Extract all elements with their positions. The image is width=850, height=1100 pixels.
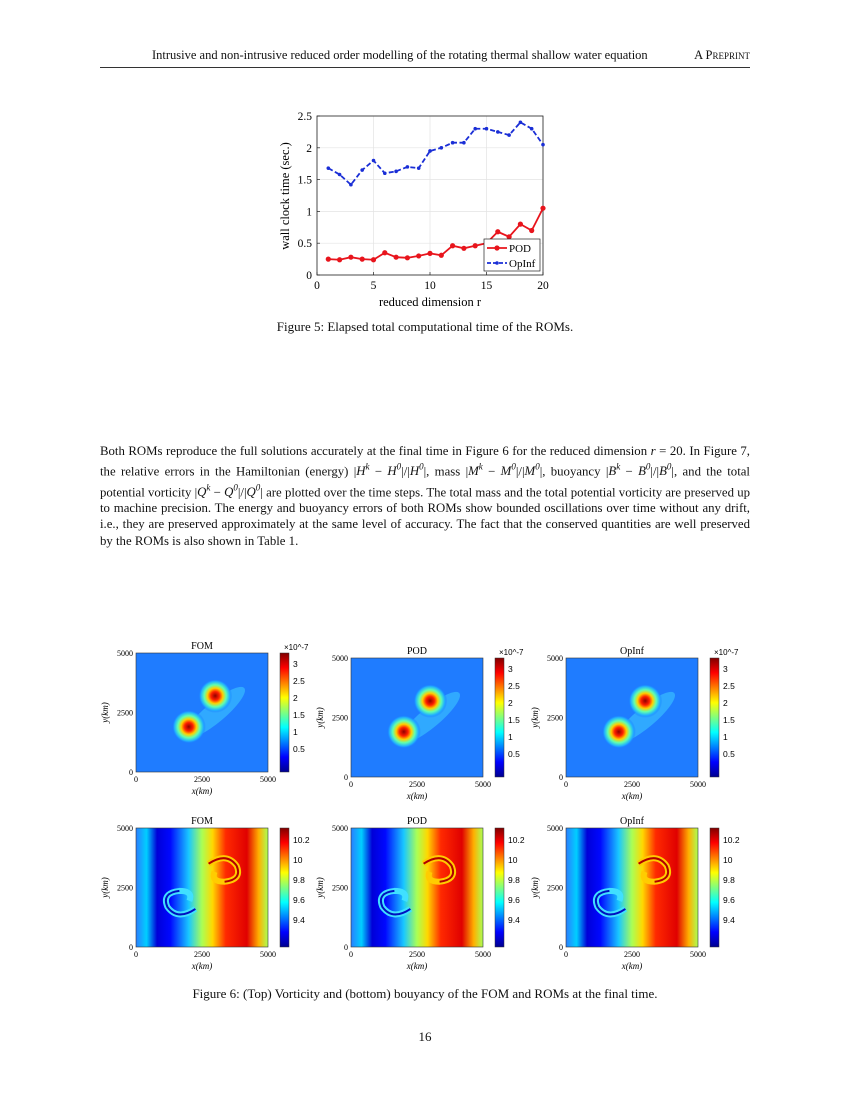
x-axis-label: x(km) — [406, 961, 428, 971]
x-tick-label: 2500 — [409, 950, 425, 959]
data-point-pod — [427, 251, 432, 256]
x-tick-label: 2500 — [194, 775, 210, 784]
colorbar-tick-label: 0.5 — [508, 749, 520, 759]
data-point-pod — [518, 222, 523, 227]
panel-title: POD — [406, 816, 428, 827]
data-point-pod — [348, 255, 353, 260]
x-axis-label: x(km) — [621, 791, 643, 801]
x-tick-label: 0 — [564, 780, 568, 789]
colorbar-tick-label: 0.5 — [723, 749, 735, 759]
header-rule — [100, 67, 750, 68]
data-point-pod — [540, 206, 545, 211]
x-tick-label: 20 — [537, 280, 549, 292]
colorbar — [710, 658, 719, 777]
vortex-upper — [198, 679, 232, 713]
x-tick-label: 15 — [480, 280, 493, 292]
data-point-pod — [371, 257, 376, 262]
colorbar-tick-label: 1.5 — [723, 715, 735, 725]
y-tick-label: 1.5 — [297, 174, 312, 187]
x-tick-label: 10 — [424, 280, 436, 292]
x-tick-label: 2500 — [409, 780, 425, 789]
colorbar-exponent: ×10^-7 — [499, 648, 524, 657]
y-tick-label: 2500 — [117, 883, 133, 893]
x-tick-label: 2500 — [194, 950, 210, 959]
y-tick-label: 0 — [306, 270, 312, 282]
colorbar-tick-label: 9.6 — [508, 895, 520, 905]
colorbar-tick-label: 2.5 — [723, 681, 735, 691]
legend-pod-label: POD — [509, 243, 532, 255]
x-tick-label: 0 — [349, 950, 353, 959]
data-point-opinf — [473, 127, 477, 131]
colorbar-tick-label: 2.5 — [508, 681, 520, 691]
x-tick-label: 0 — [134, 950, 138, 959]
y-tick-label: 5000 — [117, 824, 133, 833]
x-axis-label: x(km) — [406, 791, 428, 801]
x-axis-label: x(km) — [191, 786, 213, 796]
data-point-pod — [529, 228, 534, 233]
y-axis-label: y(km) — [100, 877, 110, 898]
x-tick-label: 5000 — [690, 780, 706, 789]
y-tick-label: 5000 — [117, 649, 133, 658]
header-preprint-tag: A Preprint — [694, 48, 750, 62]
colorbar-tick-label: 10 — [293, 855, 303, 865]
colorbar — [710, 828, 719, 947]
x-tick-label: 0 — [564, 950, 568, 959]
field-background — [136, 828, 268, 947]
x-tick-label: 2500 — [624, 780, 640, 789]
data-point-pod — [495, 229, 500, 234]
x-tick-label: 5000 — [475, 950, 491, 959]
colorbar-tick-label: 3 — [508, 664, 513, 674]
vorticity-panel-opinf — [530, 646, 739, 801]
data-point-opinf — [519, 121, 523, 125]
colorbar-tick-label: 1.5 — [508, 715, 520, 725]
x-axis-label: reduced dimension r — [378, 295, 482, 309]
data-point-opinf — [485, 127, 489, 131]
y-axis-label: y(km) — [530, 877, 540, 898]
data-point-pod — [461, 246, 466, 251]
data-point-opinf — [496, 130, 500, 134]
series-line-opinf — [328, 122, 543, 184]
colorbar-tick-label: 1 — [293, 727, 298, 737]
figure5-caption: Figure 5: Elapsed total computational time of the ROMs. — [276, 319, 574, 334]
colorbar-tick-label: 2 — [723, 698, 728, 708]
y-tick-label: 2500 — [547, 713, 563, 723]
colorbar-tick-label: 9.8 — [293, 875, 305, 885]
page-number: 16 — [418, 1029, 432, 1044]
colorbar-tick-label: 9.4 — [508, 915, 520, 925]
y-tick-label: 5000 — [332, 824, 348, 833]
data-point-pod — [382, 250, 387, 255]
x-axis-label: x(km) — [191, 961, 213, 971]
y-tick-label: 0 — [559, 773, 563, 782]
x-tick-label: 5000 — [690, 950, 706, 959]
panel-title: FOM — [191, 641, 213, 652]
colorbar-tick-label: 2.5 — [293, 676, 305, 686]
data-point-pod — [337, 257, 342, 262]
buoyancy-panel-fom — [100, 816, 310, 971]
figure5-chart — [270, 100, 570, 315]
colorbar-tick-label: 0.5 — [293, 744, 305, 754]
colorbar-tick-label: 9.6 — [293, 895, 305, 905]
y-tick-label: 2500 — [547, 883, 563, 893]
colorbar-tick-label: 10.2 — [508, 835, 525, 845]
y-tick-label: 0 — [344, 773, 348, 782]
y-tick-label: 0 — [559, 943, 563, 952]
data-point-pod — [326, 257, 331, 262]
data-point-opinf — [428, 149, 432, 153]
panel-title: OpInf — [620, 816, 644, 827]
figure6-caption: Figure 6: (Top) Vorticity and (bottom) bouyancy of the FOM and ROMs at the final time. — [192, 986, 658, 1001]
data-point-pod — [439, 253, 444, 258]
data-point-pod — [360, 257, 365, 262]
vortex-lower — [172, 710, 206, 744]
data-point-opinf — [349, 183, 353, 187]
colorbar-tick-label: 1 — [723, 732, 728, 742]
data-point-opinf — [530, 127, 534, 131]
colorbar-tick-label: 10.2 — [293, 835, 310, 845]
data-point-opinf — [406, 165, 410, 169]
vortex-lower — [387, 715, 421, 749]
colorbar-exponent: ×10^-7 — [284, 643, 309, 652]
colorbar — [495, 658, 504, 777]
x-axis-label: x(km) — [621, 961, 643, 971]
x-tick-label: 5000 — [260, 775, 276, 784]
y-tick-label: 5000 — [332, 654, 348, 663]
y-tick-label: 2500 — [332, 713, 348, 723]
colorbar-tick-label: 1 — [508, 732, 513, 742]
x-tick-label: 0 — [134, 775, 138, 784]
data-point-opinf — [372, 159, 376, 163]
y-tick-label: 0.5 — [297, 238, 312, 251]
legend-pod-marker — [494, 245, 499, 250]
header-title: Intrusive and non-intrusive reduced order modelling of the rotating thermal shallow water equation — [152, 48, 648, 62]
colorbar-tick-label: 10 — [723, 855, 733, 865]
colorbar-tick-label: 9.4 — [723, 915, 735, 925]
vortex-upper — [628, 684, 662, 718]
buoyancy-panel-opinf — [530, 816, 740, 971]
colorbar-tick-label: 3 — [293, 659, 298, 669]
y-axis-label: y(km) — [315, 877, 325, 898]
panel-title: POD — [406, 646, 428, 657]
x-tick-label: 5000 — [475, 780, 491, 789]
panel-title: OpInf — [620, 646, 644, 657]
data-point-opinf — [338, 173, 342, 177]
y-axis-label: y(km) — [315, 707, 325, 728]
data-point-opinf — [440, 146, 444, 150]
y-axis-label: y(km) — [100, 702, 110, 723]
colorbar-tick-label: 9.8 — [508, 875, 520, 885]
y-tick-label: 2.5 — [297, 111, 312, 123]
vortex-upper — [413, 684, 447, 718]
data-point-opinf — [462, 141, 466, 145]
colorbar — [495, 828, 504, 947]
colorbar-exponent: ×10^-7 — [714, 648, 739, 657]
y-tick-label: 0 — [129, 943, 133, 952]
x-tick-label: 2500 — [624, 950, 640, 959]
colorbar-tick-label: 9.4 — [293, 915, 305, 925]
x-tick-label: 5000 — [260, 950, 276, 959]
x-tick-label: 0 — [314, 280, 320, 292]
y-tick-label: 5000 — [547, 654, 563, 663]
y-tick-label: 2 — [306, 142, 312, 155]
body-paragraph: Both ROMs reproduce the full solutions accurately at the final time in Figure 6 for the reduced dimension r = 20. In Figure 7, the relative errors in the Hamiltonian (energy) $|H^k - H^0|/|H^0|$, mass $|M^k - M^0|/|M^0|$, buoyancy $|B^k - B^0|/|B^0|$, and the total potential vorticity $|Q^k - Q^0|/|Q^0|$ are plotted over the time steps. The total mass and the total potential vorticity are preserved up to machine precision. The energy and buoyancy errors of both ROMs show bounded oscillations over time without any drift, i.e., they are preserved approximately at the same level of accuracy. The fact that the conserved quantities are well preserved by the ROMs is also shown in Table 1. — [100, 444, 750, 548]
y-tick-label: 5000 — [547, 824, 563, 833]
y-axis-label: y(km) — [530, 707, 540, 728]
data-point-opinf — [541, 143, 545, 147]
colorbar — [280, 828, 289, 947]
running-header — [100, 48, 750, 66]
legend-opinf-marker — [495, 261, 499, 265]
colorbar — [280, 653, 289, 772]
data-point-pod — [473, 243, 478, 248]
colorbar-tick-label: 1.5 — [293, 710, 305, 720]
data-point-pod — [450, 243, 455, 248]
data-point-opinf — [394, 170, 398, 174]
x-tick-label: 0 — [349, 780, 353, 789]
data-point-opinf — [451, 141, 455, 145]
panel-title: FOM — [191, 816, 213, 827]
field-background — [566, 828, 698, 947]
data-point-pod — [405, 255, 410, 260]
colorbar-tick-label: 9.6 — [723, 895, 735, 905]
x-tick-label: 5 — [370, 280, 377, 292]
field-background — [351, 828, 483, 947]
colorbar-tick-label: 10.2 — [723, 835, 740, 845]
colorbar-tick-label: 9.8 — [723, 875, 735, 885]
figure6-panels — [95, 630, 775, 980]
vortex-lower — [602, 715, 636, 749]
y-tick-label: 0 — [344, 943, 348, 952]
y-tick-label: 0 — [129, 768, 133, 777]
colorbar-tick-label: 2 — [508, 698, 513, 708]
y-tick-label: 2500 — [117, 708, 133, 718]
vorticity-panel-fom — [100, 641, 309, 796]
data-point-opinf — [507, 133, 511, 137]
y-tick-label: 1 — [306, 206, 312, 219]
data-point-pod — [416, 253, 421, 258]
data-point-opinf — [417, 166, 421, 170]
legend-opinf-label: OpInf — [509, 258, 536, 270]
data-point-opinf — [360, 168, 364, 172]
buoyancy-panel-pod — [315, 816, 525, 971]
data-point-opinf — [383, 171, 387, 175]
y-tick-label: 2500 — [332, 883, 348, 893]
colorbar-tick-label: 2 — [293, 693, 298, 703]
data-point-opinf — [327, 166, 331, 170]
colorbar-tick-label: 3 — [723, 664, 728, 674]
y-axis-label: wall clock time (sec.) — [278, 142, 292, 250]
colorbar-tick-label: 10 — [508, 855, 518, 865]
vorticity-panel-pod — [315, 646, 524, 801]
data-point-pod — [394, 255, 399, 260]
chart-legend — [484, 239, 540, 271]
